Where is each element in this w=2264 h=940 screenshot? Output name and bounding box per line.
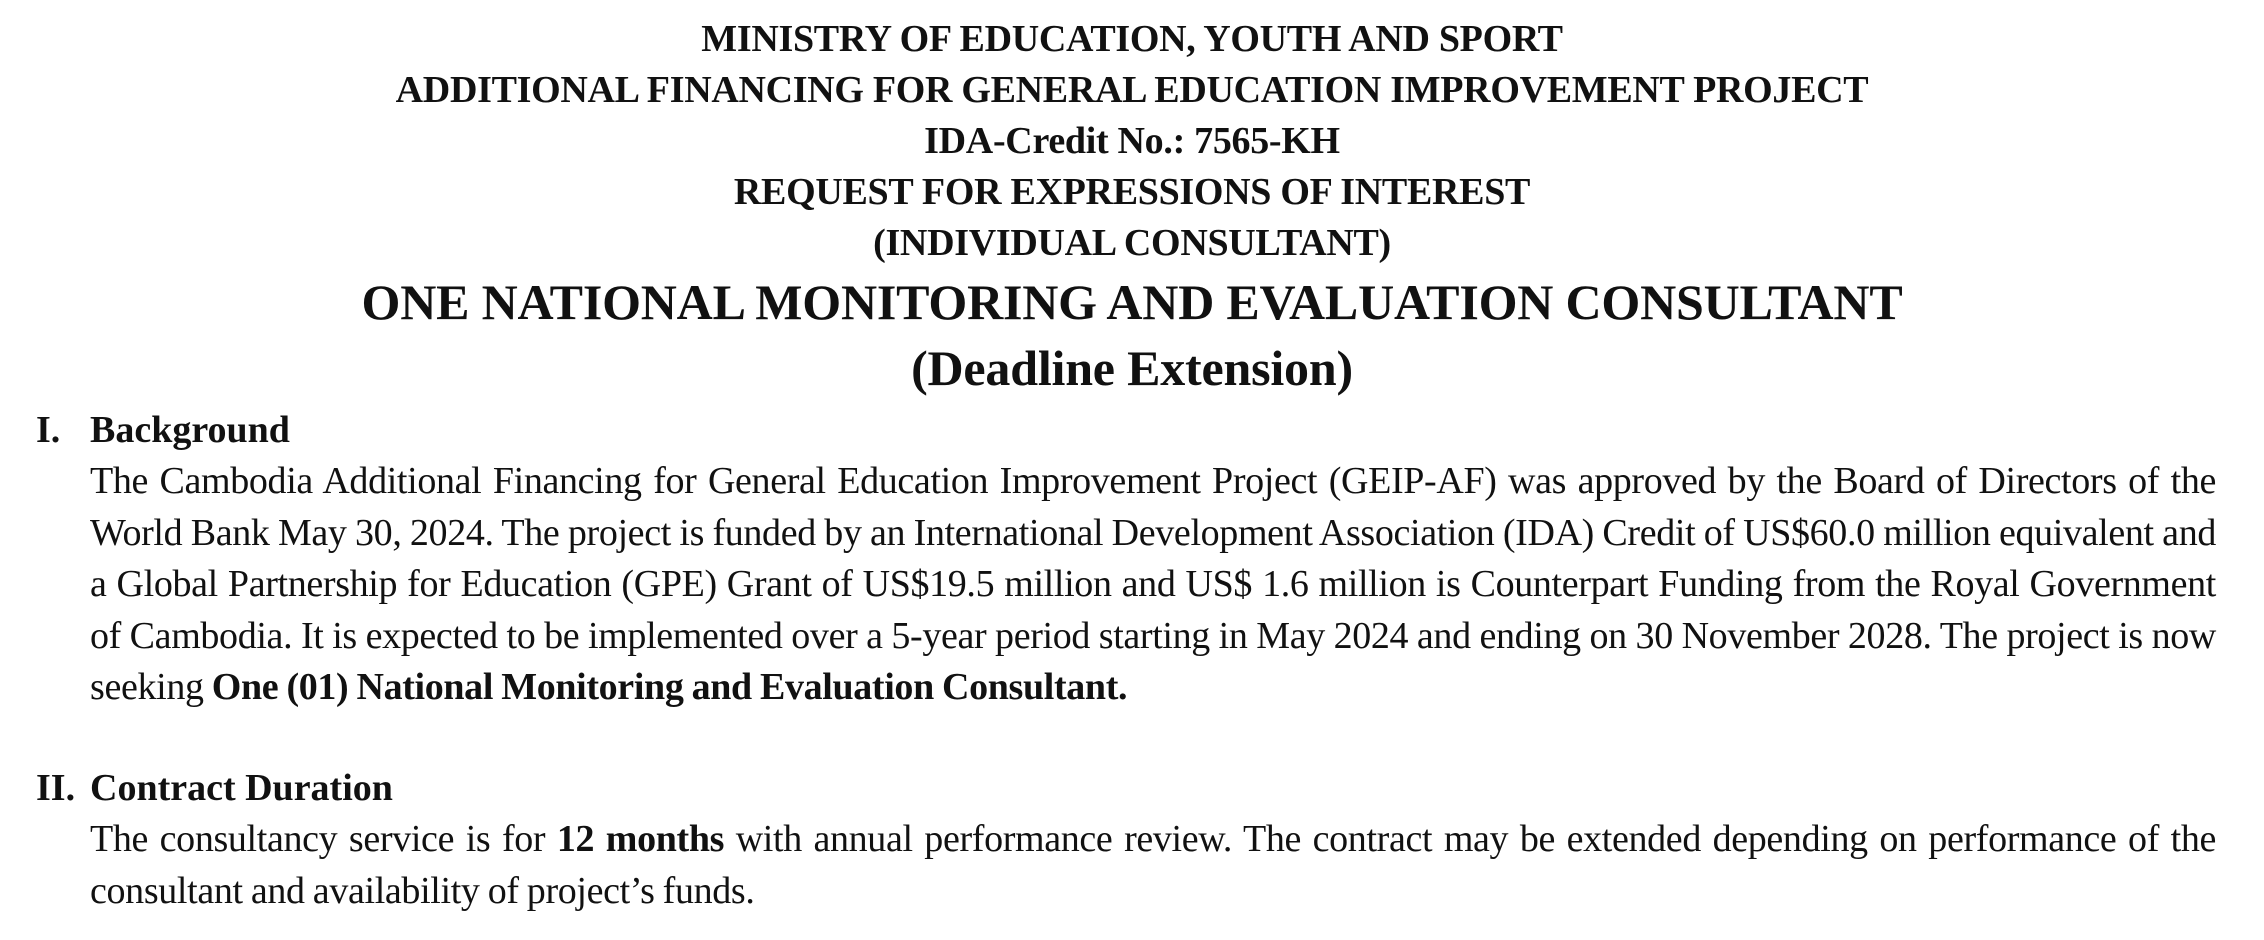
request-heading: REQUEST FOR EXPRESSIONS OF INTEREST [733, 171, 1531, 213]
consultant-type: (INDIVIDUAL CONSULTANT) [873, 222, 1391, 264]
background-paragraph [90, 456, 2216, 714]
background-text-bold: One (01) National Monitoring and Evaluation Consultant. [211, 666, 1128, 708]
section-number: I. [36, 409, 61, 451]
contract-duration: 12 months [556, 818, 725, 860]
project-heading: ADDITIONAL FINANCING FOR GENERAL EDUCATION IMPROVEMENT PROJECT [395, 69, 1869, 111]
contract-text-before: The consultancy service is for [90, 818, 557, 860]
document-header [0, 14, 2264, 401]
background-text: The Cambodia Additional Financing for General Education Improvement Project (GEIP-AF) was approved by the Board of Directors of the World Bank May 30, 2024. The project is funded by an International Development Association (IDA) Credit of US$60.0 million equivalent and a Global Partnership for Education (GPE) Grant of US$19.5 million and US$ 1.6 million is Counterpart Funding from the Royal Government of Cambodia. It is expected to be implemented over a 5-year period starting in May 2024 and ending on 30 November 2028. The project is now seeking [90, 460, 2216, 708]
section-title: Background [90, 409, 290, 451]
contract-heading [36, 762, 2216, 814]
deadline-note: (Deadline Extension) [911, 340, 1353, 396]
section-title: Contract Duration [90, 767, 393, 809]
contract-text-after: with annual performance review. The contract may be extended depending on performance of the consultant and availability of project’s funds. [90, 818, 2217, 912]
credit-number: IDA-Credit No.: 7565-KH [924, 120, 1340, 162]
section-number: II. [36, 767, 76, 809]
contract-paragraph [90, 814, 2216, 917]
contract-section [36, 762, 2216, 917]
position-title: ONE NATIONAL MONITORING AND EVALUATION CONSULTANT [361, 274, 1903, 330]
background-heading [36, 404, 2216, 456]
background-section [36, 404, 2216, 714]
ministry-heading: MINISTRY OF EDUCATION, YOUTH AND SPORT [701, 18, 1563, 60]
